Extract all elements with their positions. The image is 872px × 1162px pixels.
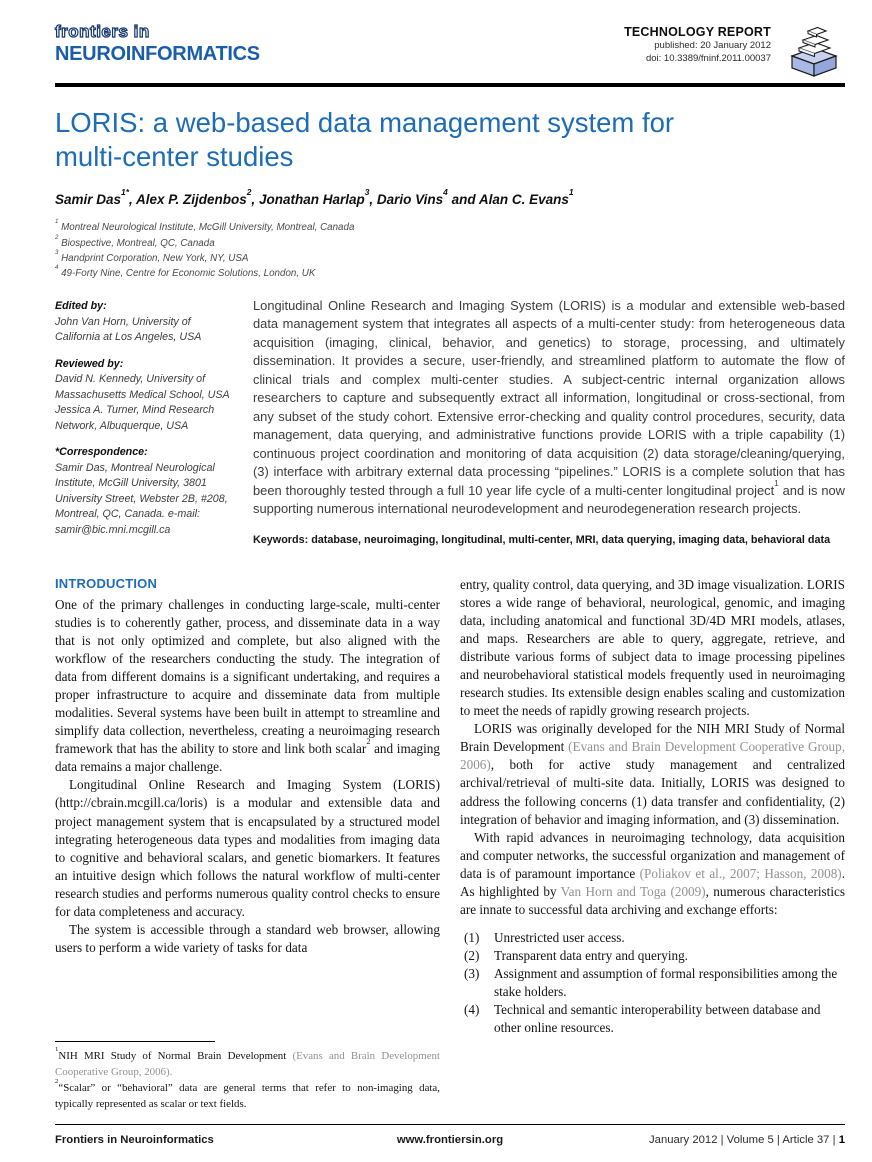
body-paragraph-continuation: entry, quality control, data querying, and 3D image visualization. LORIS stores a wide range of behavioral, neurological, genomic, and imaging data, including anatomical and functional 3D/4D MRI models, atlases, and maps. Researchers are able to query, aggregate, retrieve, and distribute various forms of subject data to image processing pipelines and neurobehavioral statistical models frequently used in neuroimaging research studies. Its extensible design enables scaling and customization to meet the needs of rapidly growing research projects. [460, 576, 845, 719]
text-segment: Dario Vins [376, 192, 444, 208]
body-paragraph-3 [460, 829, 845, 919]
text-segment: LORIS was originally developed for the NIH MRI Study of Normal Brain Development [460, 721, 845, 755]
journal-logo-neuroinformatics: NEUROINFORMATICS [55, 43, 260, 65]
doi-text[interactable]: doi: 10.3389/fninf.2011.00037 [645, 53, 771, 65]
affiliation-sup: 3 [55, 249, 59, 256]
footnote-rule [55, 1041, 215, 1042]
superscript-marker: 1 [568, 187, 574, 198]
footer-journal-name: Frontiers in Neuroinformatics [55, 1134, 214, 1146]
reviewer-2: Jessica A. Turner, Mind Research Network, Albuquerque, USA [55, 404, 215, 432]
numbered-list [460, 929, 845, 1037]
text-segment: , [251, 192, 259, 208]
footer-page-number: 1 [838, 1134, 845, 1146]
text-segment: and [447, 192, 479, 208]
text-segment: . As highlighted by [460, 865, 845, 899]
text-segment: Samir Das [55, 192, 122, 208]
keywords-line: Keywords: database, neuroimaging, longitudinal, multi-center, MRI, data querying, imaging data, behavioral data [253, 534, 831, 547]
inline-url[interactable]: http://cbrain.mcgill.ca/loris [59, 795, 203, 811]
author-byline [55, 187, 845, 208]
superscript-marker: 1* [121, 187, 129, 198]
list-item-3: (3) Assignment and assumption of formal responsibilities among the stake holders. [464, 966, 838, 1000]
correspondence-label: *Correspondence: [55, 446, 148, 459]
text-segment: , [128, 192, 136, 208]
affiliation-3: $^3$ Handprint Corporation, New York, NY, USA [55, 249, 249, 264]
citation-link[interactable]: (Evans and Brain Development Cooperative Group, 2006) [460, 739, 845, 773]
affiliation-sup: 4 [55, 264, 59, 271]
list-item-2: (2) Transparent data entry and querying. [464, 948, 688, 964]
citation-link[interactable]: (Evans and Brain Development Cooperative Group, 2006). [55, 1050, 440, 1079]
intro-paragraph-1 [55, 596, 440, 777]
list-item-1: (1) Unrestricted user access. [464, 930, 625, 946]
text-segment: , numerous characteristics are innate to successful data archiving and exchange efforts: [460, 883, 845, 917]
stacked-cubes-icon [783, 22, 845, 78]
list-item-4: (4) Technical and semantic interoperability between database and other online resources. [464, 1002, 821, 1036]
correspondence-email[interactable]: samir@bic.mni.mcgill.ca [55, 523, 171, 536]
article-body [55, 576, 845, 1113]
reviewer-1: David N. Kennedy, University of Massachusetts Medical School, USA [55, 373, 230, 401]
intro-paragraph-2 [55, 776, 440, 921]
text-segment: Alex P. Zijdenbos [135, 192, 247, 208]
footnotes [55, 1041, 440, 1112]
text-segment: , both for active study management and centralized archival/retrieval of multi-site data. Initially, LORIS was designed to address the following concerns (1) data transfer and confidentiality, (2) integration of behavior and imaging information, and (3) dissemination. [460, 757, 845, 827]
abstract-paragraph [253, 297, 845, 518]
text-segment: NIH MRI Study of Normal Brain Development [58, 1050, 293, 1063]
citation-link[interactable]: Van Horn and Toga (2009) [560, 883, 706, 899]
page-footer [55, 1124, 845, 1146]
journal-logo-frontiers-in: frontiers in [55, 22, 150, 41]
edited-by-label: Edited by: [55, 300, 107, 313]
text-segment: Longitudinal Online Research and Imaging System (LORIS) ( [55, 777, 440, 811]
affiliation-2: $^2$ Biospective, Montreal, QC, Canada [55, 234, 215, 249]
superscript-marker: 2 [366, 736, 371, 746]
body-paragraph-2 [460, 720, 845, 828]
published-date: published: 20 January 2012 [654, 40, 771, 51]
editorial-sidebar [55, 297, 237, 549]
text-segment: “Scalar” or “behavioral” data are general terms that refer to non-imaging data, typically represented as scalar or text fields. [55, 1081, 440, 1110]
superscript-marker: 1 [55, 1046, 59, 1054]
footer-issue-info: January 2012 | Volume 5 | Article 37 | 1 [649, 1134, 845, 1146]
right-column [460, 576, 845, 1113]
footnote-1 [55, 1046, 440, 1081]
superscript-marker: 2 [246, 187, 252, 198]
footnote-2 [55, 1077, 440, 1113]
affiliation-sup: 1 [55, 219, 59, 226]
text-segment: Alan C. Evans [478, 192, 569, 208]
intro-paragraph-3: The system is accessible through a standard web browser, allowing users to perform a wide variety of tasks for data [55, 921, 440, 956]
superscript-marker: 1 [774, 478, 779, 488]
affiliation-4: $^4$ 49-Forty Nine, Centre for Economic Solutions, London, UK [55, 264, 316, 279]
reviewed-by-label: Reviewed by: [55, 357, 124, 370]
left-column [55, 576, 440, 1113]
superscript-marker: 3 [364, 187, 370, 198]
correspondence-text: Samir Das, Montreal Neurological Institute, McGill University, 3801 University Street, Webster 2B, #208, Montreal, QC, Canada. e-mail: [55, 461, 228, 521]
text-segment: One of the primary challenges in conducting large-scale, multi-center studies is to coherently gather, process, and disseminate data in a way that is not only optimized and complete, but also aligned with the workflow of the researchers conducting the study. The integration of data from different domains is a significant undertaking, and requires a proper infrastructure to acquire and disseminate data from multiple modalities. Several systems have been built in attempt to streamline and simplify data collection, nevertheless, creating a neuroimaging research framework that has the ability to store and link both scalar [55, 596, 440, 757]
page-header [55, 22, 845, 78]
affiliation-1: $^1$ Montreal Neurological Institute, McGill University, Montreal, Canada [55, 219, 355, 234]
superscript-marker: 2 [55, 1077, 59, 1085]
text-segment: With rapid advances in neuroimaging technology, data acquisition and computer networks, the successful organization and management of data is of paramount importance [460, 829, 845, 881]
article-title: LORIS: a web-based data management system for multi-center studies [55, 106, 675, 173]
text-segment: and is now supporting numerous international neurodevelopment and neurodegeneration research projects. [253, 482, 845, 517]
edited-by-text: John Van Horn, University of California at Los Angeles, USA [55, 315, 202, 344]
section-heading-introduction: INTRODUCTION [55, 575, 158, 591]
text-segment: Longitudinal Online Research and Imaging System (LORIS) is a modular and extensible web-based data management system that integrates all aspects of a multi-center study: from heterogeneous data acquisition (imaging, clinical, behavior, and genetics) to storage, processing, and ultimately dissemination. It provides a secure, user-friendly, and streamlined platform to automate the flow of clinical trials and complex multi-center studies. A subject-centric internal organization allows researchers to capture and subsequently extract all information, longitudinal or cross-sectional, from any subset of the study cohort. Extensive error-checking and quality control procedures, security, data management, data querying, and administrative functions provide LORIS with a triple capability (1) continuous project coordination and monitoring of data acquisition (2) data storage/cleaning/querying, (3) interface with arbitrary external data processing “pipelines.” LORIS is a complete solution that has been thoroughly tested through a full 10 year life cycle of a multi-center longitudinal project [253, 298, 845, 498]
text-segment: and imaging data remains a major challenge. [55, 741, 440, 775]
affiliation-sup: 2 [55, 234, 59, 241]
header-rule [55, 83, 845, 87]
article-type-label: TECHNOLOGY REPORT [624, 25, 771, 39]
affiliations [55, 220, 845, 281]
correspondence-block [55, 461, 237, 539]
journal-logo [55, 22, 260, 66]
text-segment: ) is a modular and extensible data and project management system that is encapsulated by a structured model integrating heterogeneous data types and modalities from imaging data to cognitive and behavioral scalars, and genetic biomarkers. It features an intuitive design which follows the natural workflow of multi-center research studies and performs numerous quality control checks to ensure for data completeness and accuracy. [55, 795, 440, 919]
citation-link[interactable]: (Poliakov et al., 2007; Hasson, 2008) [639, 865, 842, 881]
superscript-marker: 4 [443, 187, 448, 198]
text-segment: Jonathan Harlap [258, 192, 365, 208]
text-segment: , [369, 192, 377, 208]
footer-website-link[interactable]: www.frontiersin.org [396, 1134, 504, 1146]
